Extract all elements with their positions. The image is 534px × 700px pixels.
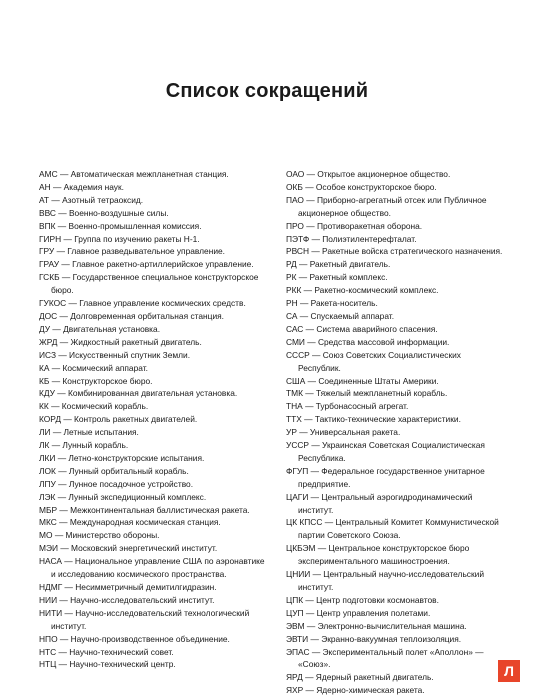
abbreviation-entry: ТНА — Турбонасосный агрегат. — [286, 401, 409, 412]
abbreviation-entry: ДОС — Долговременная орбитальная станция. — [39, 310, 225, 321]
abbreviation-entry: ГСКБ — Государственное специальное конструкторское бюро. — [39, 272, 259, 296]
abbreviation-entry: ОКБ — Особое конструкторское бюро. — [286, 181, 437, 192]
abbreviation-entry: ЦАГИ — Центральный аэрогидродинамический институт. — [286, 491, 473, 515]
abbreviation-entry: ОАО — Открытое акционерное общество. — [286, 169, 451, 179]
abbreviation-entry: ЯХР — Ядерно-химическая ракета. — [286, 685, 425, 696]
abbreviation-entry: ЭПАС — Экспериментальный полет «Аполлон» — «Союз». — [286, 646, 484, 670]
abbreviation-entry: США — Соединенные Штаты Америки. — [286, 375, 439, 386]
abbreviation-entry: ЖРД — Жидкостный ракетный двигатель. — [39, 336, 202, 347]
abbreviation-entry: ЛОК — Лунный орбитальный корабль. — [39, 465, 189, 476]
abbreviation-entry: ЛПУ — Лунное посадочное устройство. — [39, 478, 194, 489]
abbreviation-entry: ГИРН — Группа по изучению ракеты Н-1. — [39, 233, 200, 244]
abbreviation-entry: НИТИ — Научно-исследовательский технологический институт. — [39, 607, 250, 631]
abbreviation-entry: УР — Универсальная ракета. — [286, 427, 401, 438]
abbreviation-entry: НАСА — Национальное управление США по аэронавтике и исследованию космического пространства. — [39, 556, 265, 580]
abbreviation-entry: ПАО — Приборно-агрегатный отсек или Публичное акционерное общество. — [286, 194, 487, 218]
abbreviation-entry: РК — Ракетный комплекс. — [286, 272, 388, 283]
abbreviation-entry: ИСЗ — Искусственный спутник Земли. — [39, 349, 191, 360]
abbreviation-entry: МЭИ — Московский энергетический институт. — [39, 543, 218, 554]
abbreviation-entry: ЦК КПСС — Центральный Комитет Коммунистической партии Советского Союза. — [286, 517, 499, 541]
abbreviation-entry: АТ — Азотный тетраоксид. — [39, 194, 144, 205]
abbreviation-entry: ВВС — Военно-воздушные силы. — [39, 207, 169, 218]
abbreviation-entry: КК — Космический корабль. — [39, 401, 149, 412]
abbreviation-entry: ПЭТФ — Полиэтилентерефталат. — [286, 233, 417, 244]
page-title: Список сокращений — [165, 80, 369, 102]
abbreviation-entry: СМИ — Средства массовой информации. — [286, 336, 450, 347]
abbreviation-entry: НТС — Научно-технический совет. — [39, 646, 174, 657]
abbreviation-entry: ЦКБЭМ — Центральное конструкторское бюро экспериментального машиностроения. — [286, 543, 470, 567]
abbreviation-entry: ЦНИИ — Центральный научно-исследовательский институт. — [286, 569, 485, 592]
logo-letter: Л — [504, 663, 514, 679]
abbreviation-entry: РН — Ракета-носитель. — [286, 298, 378, 309]
abbreviation-entry: НДМГ — Несимметричный демитилгидразин. — [39, 582, 217, 592]
publisher-logo — [498, 660, 520, 682]
abbreviation-entry: ВПК — Военно-промышленная комиссия. — [39, 220, 202, 231]
abbreviation-entry: АН — Академия наук. — [39, 181, 124, 192]
abbreviation-entry: ТМК — Тяжелый межпланетный корабль. — [286, 388, 448, 399]
abbreviation-entry: ГУКОС — Главное управление космических средств. — [39, 298, 246, 309]
abbreviation-entry: МКС — Международная космическая станция. — [39, 517, 221, 528]
abbreviation-entry: СА — Спускаемый аппарат. — [286, 310, 395, 321]
abbreviation-entry: НИИ — Научно-исследовательский институт. — [39, 594, 215, 605]
abbreviation-entry: РВСН — Ракетные войска стратегического назначения. — [286, 246, 503, 257]
abbreviation-entry: МБР — Межконтинентальная баллистическая ракета. — [39, 504, 250, 515]
abbreviation-entry: РД — Ракетный двигатель. — [286, 259, 391, 270]
abbreviation-entry: КА — Космический аппарат. — [39, 362, 148, 373]
abbreviation-entry: ЯРД — Ядерный ракетный двигатель. — [286, 672, 434, 683]
abbreviation-entry: ПРО — Противоракетная оборона. — [286, 220, 423, 231]
abbreviation-entry: КОРД — Контроль ракетных двигателей. — [39, 414, 198, 425]
abbreviation-entry: ГРАУ — Главное ракетно-артиллерийское управление. — [39, 259, 254, 270]
abbreviation-entry: ЛКИ — Летно-конструкторские испытания. — [39, 452, 205, 463]
abbreviation-entry: САС — Система аварийного спасения. — [286, 323, 438, 334]
abbreviation-entry: ЭВМ — Электронно-вычислительная машина. — [286, 620, 467, 631]
abbreviation-entry: ЛК — Лунный корабль. — [39, 440, 129, 451]
abbreviation-entry: ФГУП — Федеральное государственное унитарное предприятие. — [286, 465, 485, 489]
abbreviation-entry: ЛИ — Летные испытания. — [39, 427, 139, 438]
abbreviation-entry: ГРУ — Главное разведывательное управление. — [39, 246, 226, 257]
abbreviation-entry: РКК — Ракетно-космический комплекс. — [286, 285, 439, 296]
abbreviations-left-column — [39, 168, 271, 671]
abbreviation-entry: МО — Министерство обороны. — [39, 530, 160, 541]
abbreviation-entry: НТЦ — Научно-технический центр. — [39, 659, 176, 670]
abbreviation-entry: КБ — Конструкторское бюро. — [39, 375, 153, 386]
abbreviation-entry: ЦПК — Центр подготовки космонавтов. — [286, 594, 439, 605]
abbreviation-entry: ЭВТИ — Экранно-вакуумная теплоизоляция. — [286, 633, 462, 644]
abbreviation-entry: ЦУП — Центр управления полетами. — [286, 607, 431, 618]
abbreviation-entry: АМС — Автоматическая межпланетная станция. — [39, 169, 229, 179]
abbreviation-entry: ДУ — Двигательная установка. — [39, 323, 161, 334]
abbreviation-entry: ТТХ — Тактико-технические характеристики. — [286, 414, 461, 425]
abbreviation-entry: КДУ — Комбинированная двигательная установка. — [39, 388, 238, 399]
abbreviation-entry: СССР — Союз Советских Социалистических Республик. — [286, 349, 461, 373]
abbreviation-entry: НПО — Научно-производственное объединение. — [39, 633, 230, 644]
abbreviations-right-column — [286, 168, 506, 697]
abbreviation-entry: УССР — Украинская Советская Социалистическая Республика. — [286, 440, 485, 463]
abbreviation-entry: ЛЭК — Лунный экспедиционный комплекс. — [39, 491, 207, 502]
